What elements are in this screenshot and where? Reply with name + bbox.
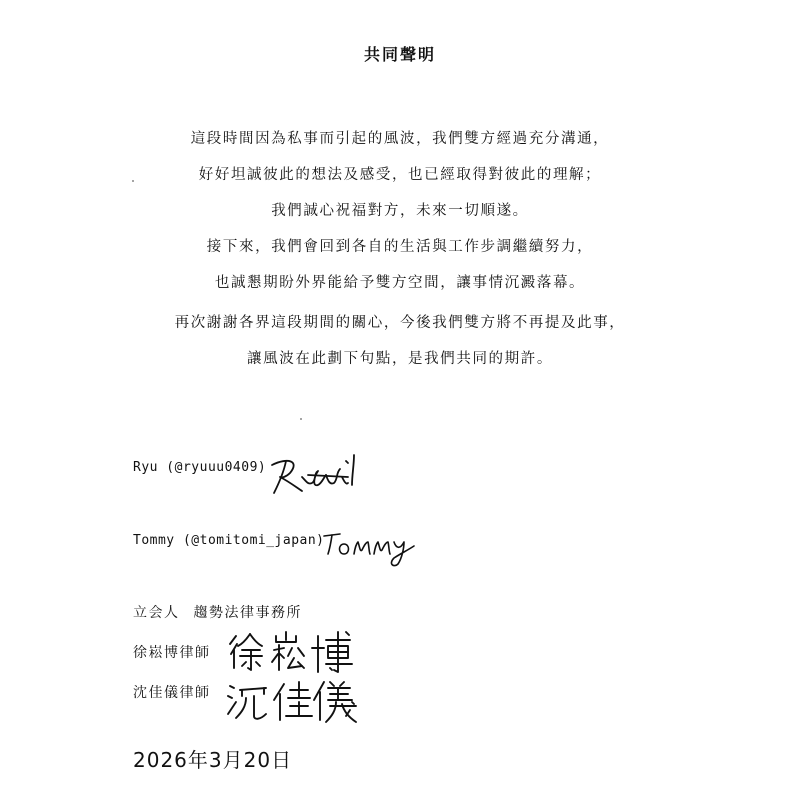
signing-date: 2026年3月20日 xyxy=(133,748,293,772)
statement-line: 再次謝謝各界這段期間的關心，今後我們雙方將不再提及此事， xyxy=(174,315,626,331)
lawyer-2-label: 沈佳儀律師 xyxy=(133,685,211,701)
statement-line: 我們誠心祝福對方，未來一切順遂。 xyxy=(271,203,529,219)
statement-line: 也誠懇期盼外界能給予雙方空間，讓事情沉澱落幕。 xyxy=(214,275,586,291)
document-title: 共同聲明 xyxy=(363,45,436,64)
tommy-signature xyxy=(322,528,420,568)
statement-line: 好好坦誠彼此的想法及感受，也已經取得對彼此的理解； xyxy=(198,167,602,183)
statement-line: 讓風波在此劃下句點，是我們共同的期許。 xyxy=(247,351,553,367)
witness-line xyxy=(133,602,302,622)
witness-label: 立会人 xyxy=(133,605,180,621)
scan-speck xyxy=(132,180,134,182)
ryu-signatory-label: Ryu (@ryuuu0409) xyxy=(133,460,267,475)
lawyer-1-label: 徐崧博律師 xyxy=(133,645,211,661)
lawyer-1-signature xyxy=(228,628,354,674)
scan-speck xyxy=(300,418,302,420)
tommy-signatory-label: Tommy (@tomitomi_japan) xyxy=(133,533,325,548)
statement-line: 接下來，我們會回到各自的生活與工作步調繼續努力， xyxy=(206,239,594,255)
ryu-signature xyxy=(268,447,360,497)
law-firm-name: 趨勢法律事務所 xyxy=(193,605,302,621)
lawyer-2-signature xyxy=(226,676,360,724)
statement-line: 這段時間因為私事而引起的風波，我們雙方經過充分溝通， xyxy=(190,131,610,147)
